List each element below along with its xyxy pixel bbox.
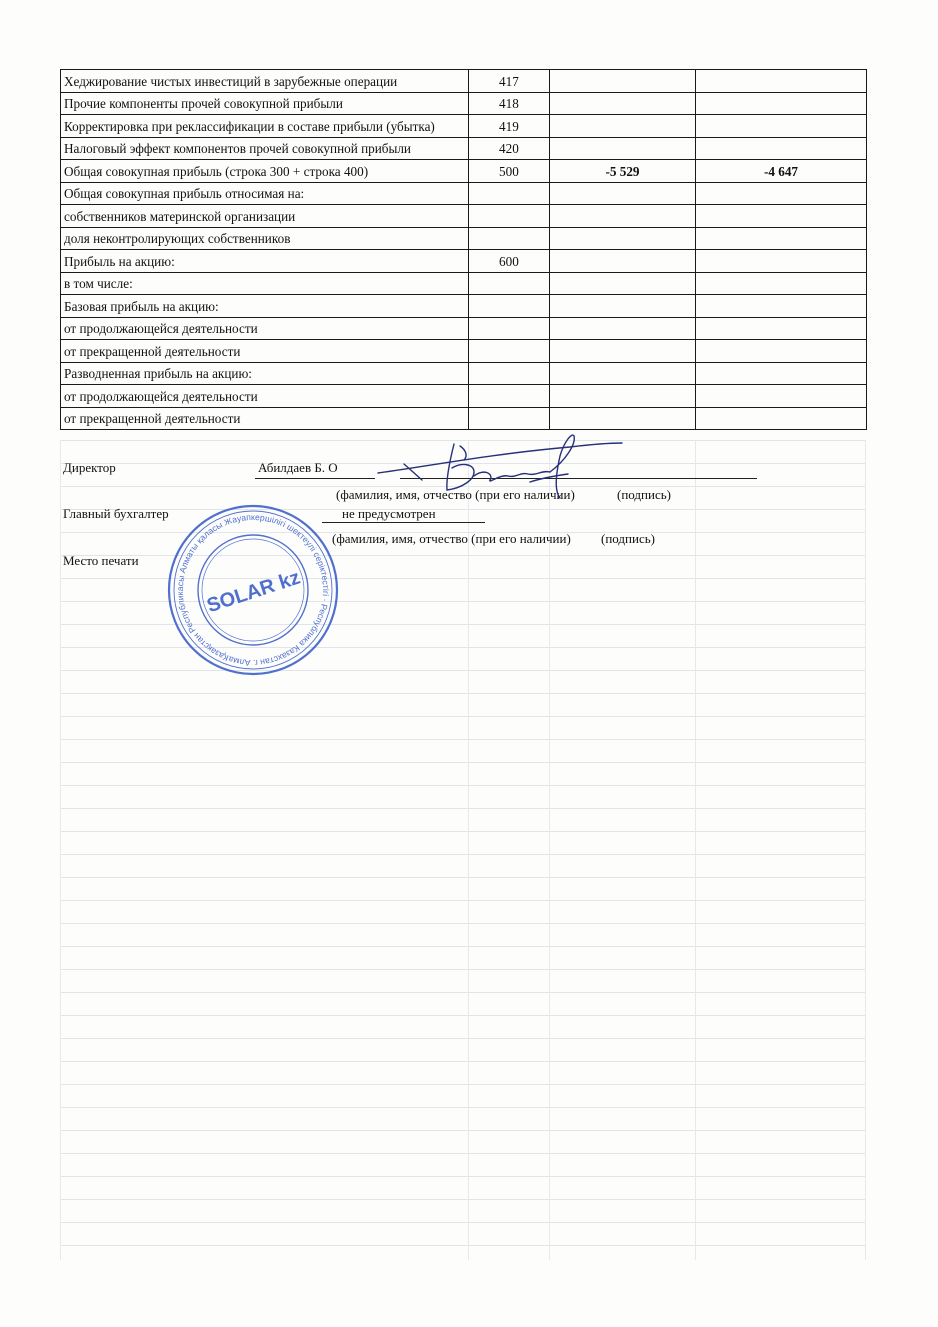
bleed-line — [60, 946, 866, 947]
row-current-period: -5 529 — [550, 160, 696, 183]
bleed-line — [549, 440, 550, 1260]
table-row — [61, 227, 867, 250]
row-code — [469, 340, 550, 363]
table-row — [61, 115, 867, 138]
table-row — [61, 317, 867, 340]
bleed-line — [60, 739, 866, 740]
table-row — [61, 92, 867, 115]
row-code — [469, 227, 550, 250]
row-prior-period — [696, 317, 867, 340]
row-label: Прибыль на акцию: — [61, 250, 469, 273]
seal-center-text: SOLAR kz — [204, 566, 303, 618]
row-current-period — [550, 362, 696, 385]
row-current-period — [550, 137, 696, 160]
accountant-name: не предусмотрен — [342, 506, 436, 521]
row-current-period — [550, 407, 696, 430]
director-name: Абилдаев Б. О — [258, 460, 338, 475]
row-label: от продолжающейся деятельности — [61, 317, 469, 340]
table-row — [61, 137, 867, 160]
row-code: 600 — [469, 250, 550, 273]
row-label: Разводненная прибыль на акцию: — [61, 362, 469, 385]
row-current-period — [550, 205, 696, 228]
table-row — [61, 295, 867, 318]
row-prior-period — [696, 250, 867, 273]
row-current-period — [550, 182, 696, 205]
row-prior-period — [696, 137, 867, 160]
row-prior-period: -4 647 — [696, 160, 867, 183]
bleed-line — [60, 1153, 866, 1154]
row-label: Налоговый эффект компонентов прочей совокупной прибыли — [61, 137, 469, 160]
bleed-line — [60, 693, 866, 694]
row-prior-period — [696, 115, 867, 138]
director-name-line — [255, 478, 375, 479]
row-prior-period — [696, 227, 867, 250]
accountant-name-line — [322, 522, 485, 523]
row-label: собственников материнской организации — [61, 205, 469, 228]
bleed-line — [865, 440, 866, 1260]
director-caption-name: (фамилия, имя, отчество (при его наличии) — [336, 487, 575, 502]
row-code — [469, 317, 550, 340]
seal-place-label: Место печати — [63, 553, 139, 568]
row-prior-period — [696, 182, 867, 205]
bleed-line — [60, 1130, 866, 1131]
row-code: 500 — [469, 160, 550, 183]
bleed-line — [468, 440, 469, 1260]
row-label: от прекращенной деятельности — [61, 340, 469, 363]
row-code — [469, 272, 550, 295]
table-row — [61, 250, 867, 273]
row-prior-period — [696, 340, 867, 363]
bleed-line — [60, 1084, 866, 1085]
row-code — [469, 407, 550, 430]
accountant-caption-name: (фамилия, имя, отчество (при его наличии) — [332, 531, 571, 546]
bleed-line — [60, 1245, 866, 1246]
row-prior-period — [696, 272, 867, 295]
row-current-period — [550, 92, 696, 115]
row-prior-period — [696, 70, 867, 93]
bleed-line — [60, 900, 866, 901]
bleed-line — [60, 440, 61, 1260]
director-caption-sign: (подпись) — [617, 487, 671, 502]
row-prior-period — [696, 407, 867, 430]
row-code: 419 — [469, 115, 550, 138]
row-current-period — [550, 70, 696, 93]
row-code — [469, 205, 550, 228]
row-code: 418 — [469, 92, 550, 115]
row-code: 417 — [469, 70, 550, 93]
row-label: Общая совокупная прибыль (строка 300 + строка 400) — [61, 160, 469, 183]
row-current-period — [550, 272, 696, 295]
row-label: Хеджирование чистых инвестиций в зарубежные операции — [61, 70, 469, 93]
bleed-line — [60, 1107, 866, 1108]
row-current-period — [550, 115, 696, 138]
bleed-line — [60, 716, 866, 717]
accountant-label: Главный бухгалтер — [63, 506, 169, 521]
row-prior-period — [696, 362, 867, 385]
bleed-line — [60, 992, 866, 993]
bleed-line — [60, 1061, 866, 1062]
bleed-line — [60, 831, 866, 832]
bleed-line — [60, 1038, 866, 1039]
row-label: в том числе: — [61, 272, 469, 295]
row-current-period — [550, 317, 696, 340]
accountant-caption-sign: (подпись) — [601, 531, 655, 546]
row-code — [469, 295, 550, 318]
row-prior-period — [696, 92, 867, 115]
row-current-period — [550, 227, 696, 250]
table-row — [61, 272, 867, 295]
row-label: Прочие компоненты прочей совокупной прибыли — [61, 92, 469, 115]
row-current-period — [550, 295, 696, 318]
table-row — [61, 182, 867, 205]
bleed-line — [60, 877, 866, 878]
row-label: Корректировка при реклассификации в составе прибыли (убытка) — [61, 115, 469, 138]
bleed-line — [60, 854, 866, 855]
row-prior-period — [696, 385, 867, 408]
row-current-period — [550, 340, 696, 363]
row-label: доля неконтролирующих собственников — [61, 227, 469, 250]
row-code — [469, 182, 550, 205]
bleed-line — [60, 785, 866, 786]
comprehensive-income-table — [60, 69, 867, 430]
row-prior-period — [696, 205, 867, 228]
bleed-line — [60, 969, 866, 970]
director-label: Директор — [63, 460, 116, 475]
bleed-line — [60, 1176, 866, 1177]
row-code: 420 — [469, 137, 550, 160]
row-code — [469, 362, 550, 385]
bleed-line — [60, 1222, 866, 1223]
row-label: от прекращенной деятельности — [61, 407, 469, 430]
table-row — [61, 160, 867, 183]
bleed-line — [60, 762, 866, 763]
company-seal — [163, 500, 343, 680]
table-row — [61, 385, 867, 408]
table-row — [61, 70, 867, 93]
row-label: Базовая прибыль на акцию: — [61, 295, 469, 318]
row-code — [469, 385, 550, 408]
bleed-line — [60, 1015, 866, 1016]
table-row — [61, 362, 867, 385]
row-label: Общая совокупная прибыль относимая на: — [61, 182, 469, 205]
table-row — [61, 407, 867, 430]
bleed-line — [60, 923, 866, 924]
bleed-line — [695, 440, 696, 1260]
row-prior-period — [696, 295, 867, 318]
row-current-period — [550, 250, 696, 273]
seal-ring-text: Қазақстан Республикасы Алматы қаласы Жауапкершілігі шектеулі серіктестігі · Республика Казахстан г. Алматы — [174, 511, 332, 669]
bleed-line — [60, 808, 866, 809]
bleed-line — [60, 1199, 866, 1200]
row-label: от продолжающейся деятельности — [61, 385, 469, 408]
table-row — [61, 205, 867, 228]
director-signature — [370, 430, 630, 505]
table-row — [61, 340, 867, 363]
row-current-period — [550, 385, 696, 408]
